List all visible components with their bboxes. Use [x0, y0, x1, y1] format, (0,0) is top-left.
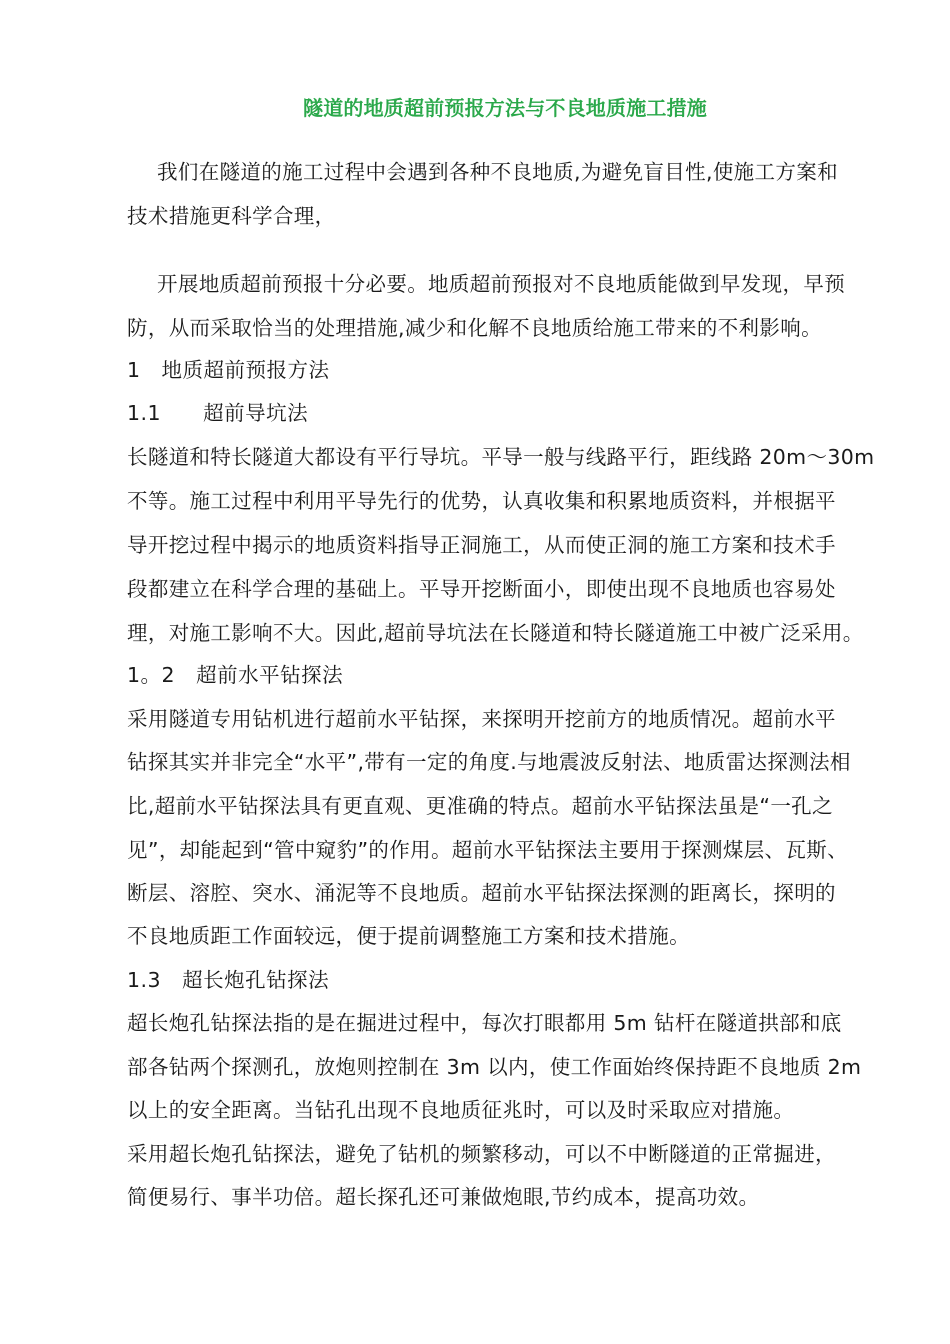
section-1-3-line-1: 超长炮孔钻探法指的是在掘进过程中，每次打眼都用 5m 钻杆在隧道拱部和底	[127, 1011, 842, 1035]
page-title: 隧道的地质超前预报方法与不良地质施工措施	[303, 96, 707, 120]
section-1-2-heading: 1。2 超前水平钻探法	[127, 663, 344, 687]
section-1-1-line-4: 段都建立在科学合理的基础上。平导开挖断面小，即使出现不良地质也容易处	[127, 577, 836, 601]
section-1-3-line-4: 采用超长炮孔钻探法，避免了钻机的频繁移动，可以不中断隧道的正常掘进，	[127, 1142, 836, 1166]
intro-line-1: 我们在隧道的施工过程中会遇到各种不良地质,为避免盲目性,使施工方案和	[157, 160, 838, 184]
section-1-2-line-2: 钻探其实并非完全“水平”,带有一定的角度.与地震波反射法、地质雷达探测法相	[127, 750, 851, 774]
section-1-2-line-6: 不良地质距工作面较远，便于提前调整施工方案和技术措施。	[127, 924, 690, 948]
section-1-1-line-5: 理，对施工影响不大。因此,超前导坑法在长隧道和特长隧道施工中被广泛采用。	[127, 621, 864, 645]
section-1-3-line-5: 简便易行、事半功倍。超长探孔还可兼做炮眼,节约成本，提高功效。	[127, 1185, 760, 1209]
section-1-2-line-3: 比,超前水平钻探法具有更直观、更准确的特点。超前水平钻探法虽是“一孔之	[127, 794, 833, 818]
section-1-3-line-2: 部各钻两个探测孔，放炮则控制在 3m 以内，使工作面始终保持距不良地质 2m	[127, 1055, 862, 1079]
section-1-1-line-1: 长隧道和特长隧道大都设有平行导坑。平导一般与线路平行，距线路 20m～30m	[127, 445, 875, 469]
section-1-heading: 1 地质超前预报方法	[127, 358, 330, 382]
section-1-3-line-3: 以上的安全距离。当钻孔出现不良地质征兆时，可以及时采取应对措施。	[127, 1098, 795, 1122]
section-1-1-line-2: 不等。施工过程中利用平导先行的优势，认真收集和积累地质资料，并根据平	[127, 489, 836, 513]
intro-line-4: 防，从而采取恰当的处理措施,减少和化解不良地质给施工带来的不利影响。	[127, 316, 822, 340]
section-1-2-line-1: 采用隧道专用钻机进行超前水平钻探，来探明开挖前方的地质情况。超前水平	[127, 707, 836, 731]
section-1-2-line-5: 断层、溶腔、突水、涌泥等不良地质。超前水平钻探法探测的距离长，探明的	[127, 881, 836, 905]
section-1-3-heading: 1.3 超长炮孔钻探法	[127, 968, 330, 992]
section-1-1-heading: 1.1 超前导坑法	[127, 401, 309, 425]
intro-line-2: 技术措施更科学合理，	[127, 204, 336, 228]
section-1-2-line-4: 见”，却能起到“管中窥豹”的作用。超前水平钻探法主要用于探测煤层、瓦斯、	[127, 838, 848, 862]
section-1-1-line-3: 导开挖过程中揭示的地质资料指导正洞施工，从而使正洞的施工方案和技术手	[127, 533, 836, 557]
intro-line-3: 开展地质超前预报十分必要。地质超前预报对不良地质能做到早发现，早预	[157, 272, 846, 296]
